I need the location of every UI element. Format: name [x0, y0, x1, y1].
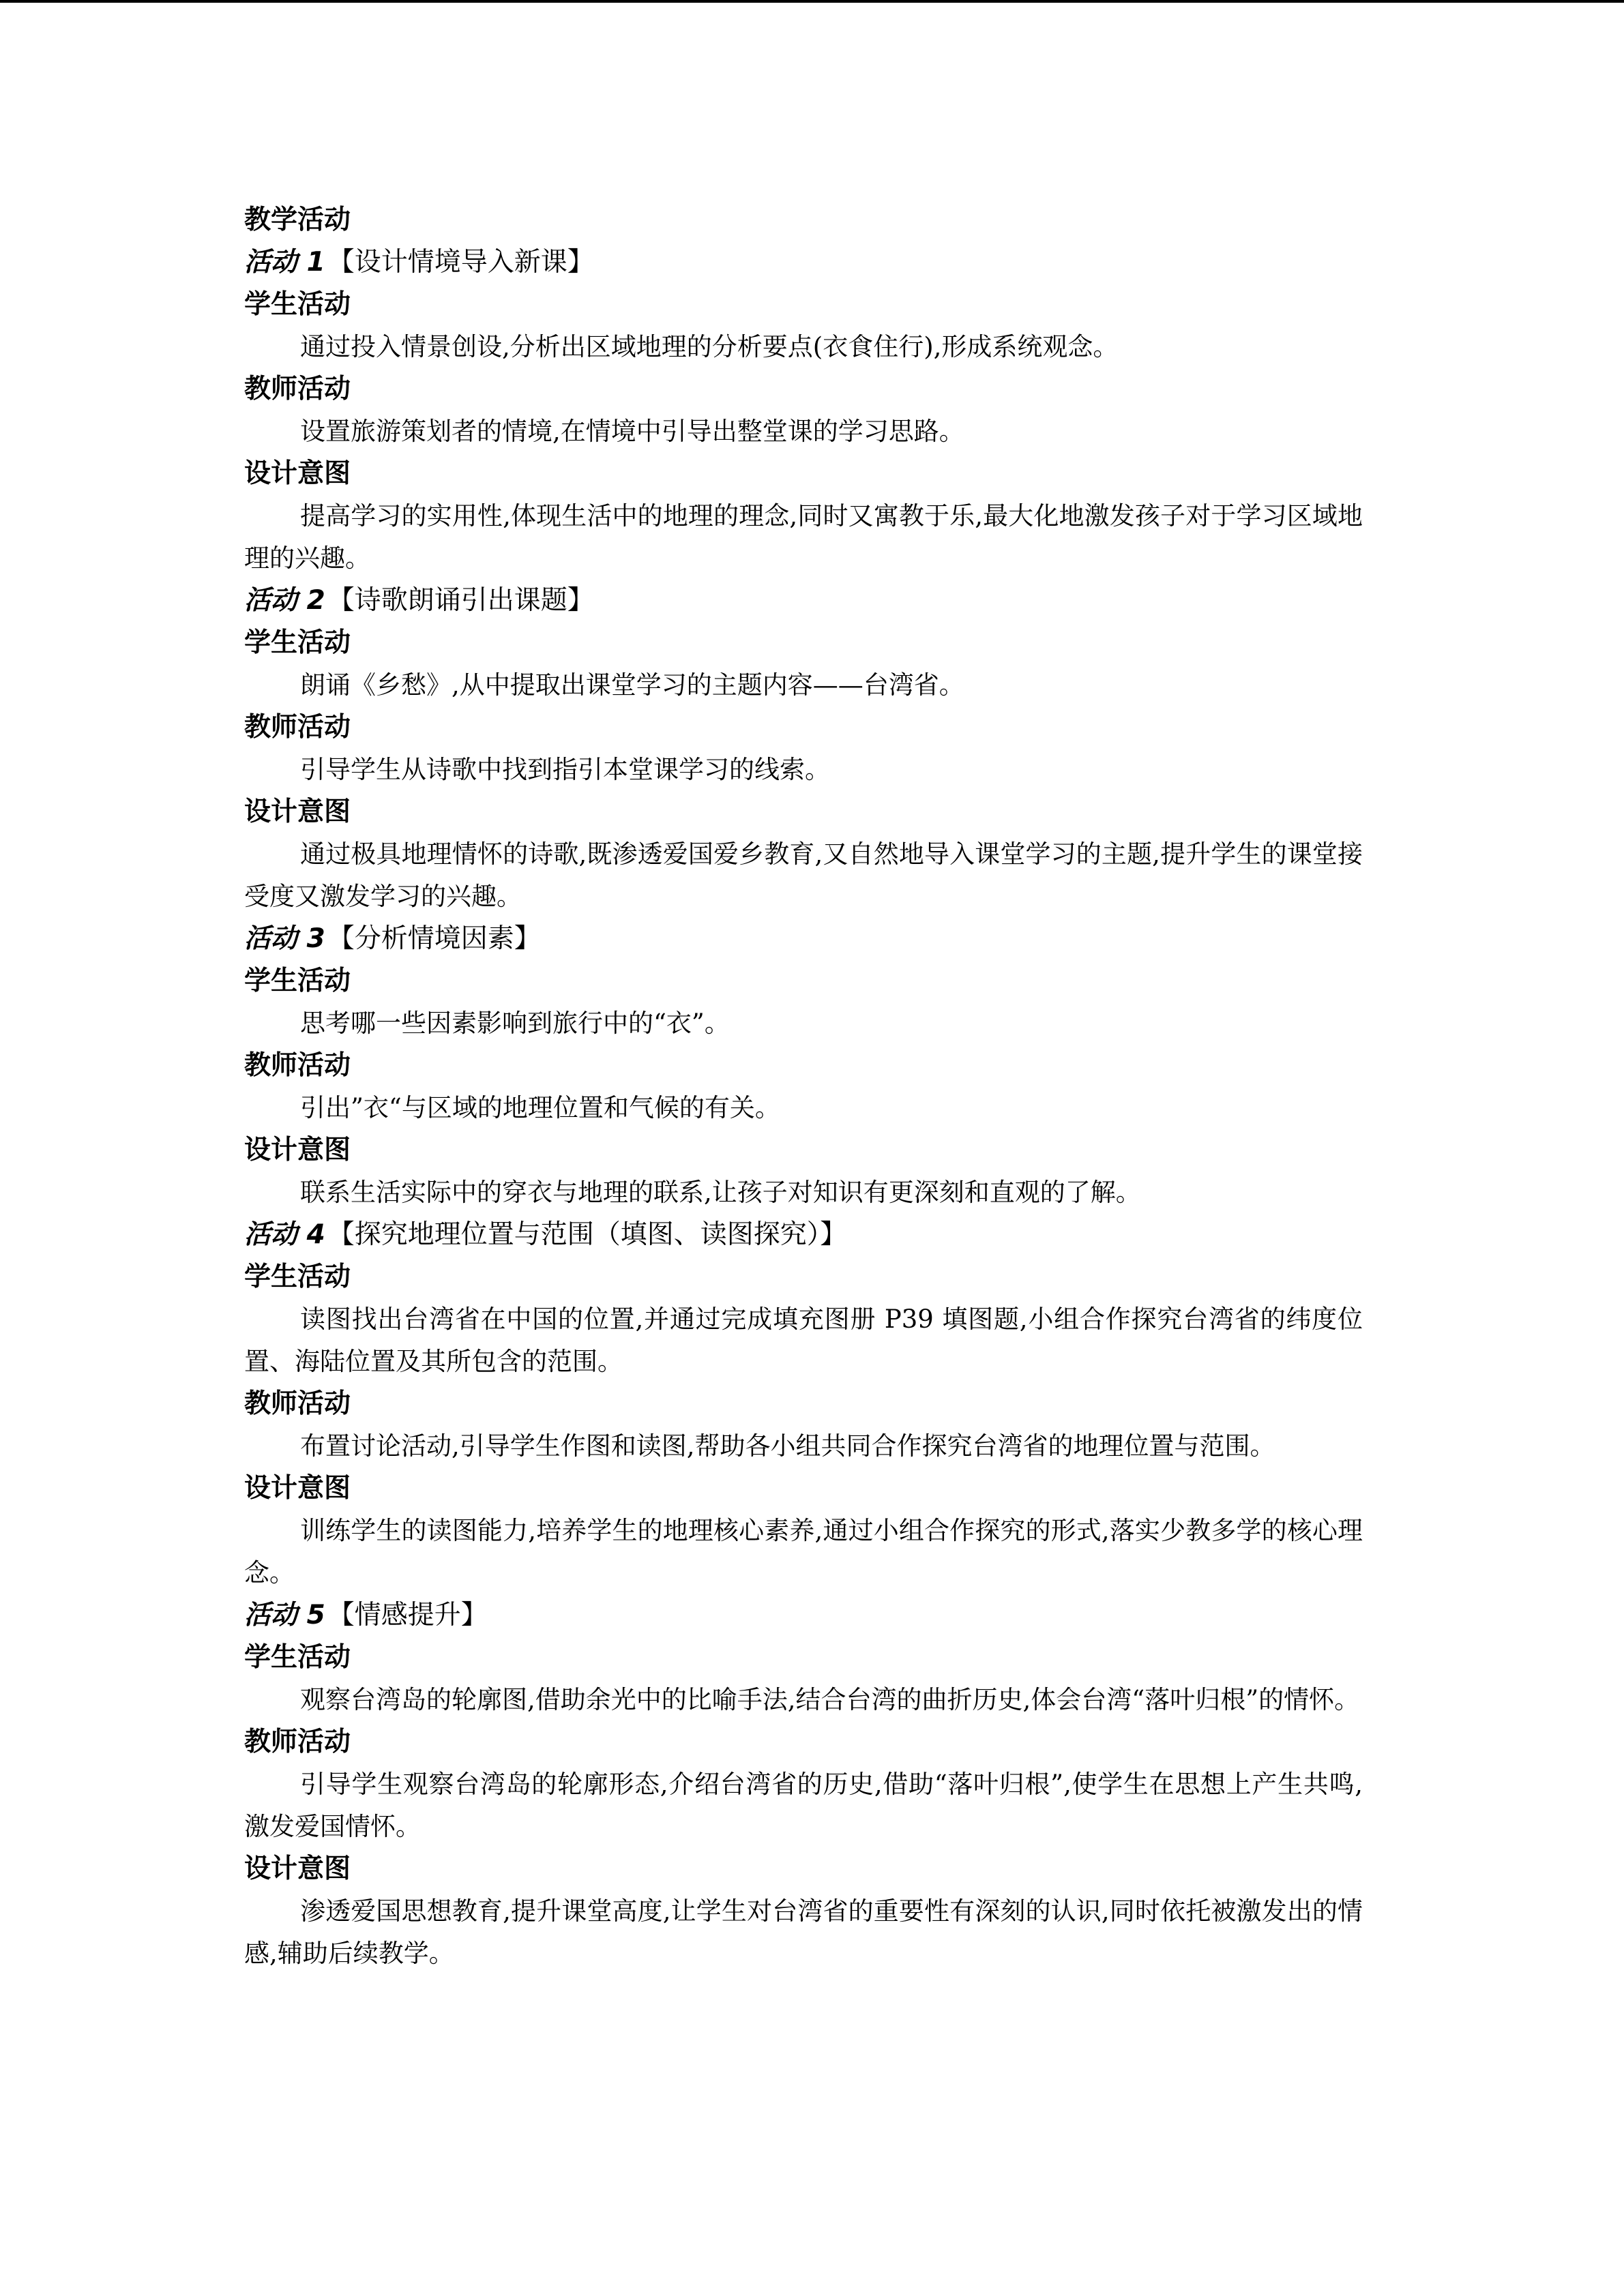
design-intent-text: 通过极具地理情怀的诗歌,既渗透爱国爱乡教育,又自然地导入课堂学习的主题,提升学生的课堂接受度又激发学习的兴趣。 [244, 839, 1363, 911]
student-activity-text: 朗诵《乡愁》,从中提取出课堂学习的主题内容——台湾省。 [300, 670, 964, 700]
design-intent-label: 设计意图 [244, 1853, 351, 1884]
student-activity-text: 观察台湾岛的轮廓图,借助余光中的比喻手法,结合台湾的曲折历史,体会台湾“落叶归根”的情怀。 [300, 1685, 1360, 1714]
teacher-activity-text: 设置旅游策划者的情境,在情境中引导出整堂课的学习思路。 [300, 417, 964, 446]
design-intent-label: 设计意图 [244, 1473, 351, 1504]
student-activity-text: 思考哪一些因素影响到旅行中的“衣”。 [300, 1009, 730, 1038]
activity-title [244, 1594, 1363, 1637]
document-body [244, 199, 1363, 1975]
teacher-activity-text: 引导学生从诗歌中找到指引本堂课学习的线索。 [300, 755, 830, 784]
teacher-activity-text: 引导学生观察台湾岛的轮廓形态,介绍台湾省的历史,借助“落叶归根”,使学生在思想上产生共鸣,激发爱国情怀。 [244, 1770, 1363, 1841]
activity-title [244, 918, 1363, 960]
teacher-activity-text: 布置讨论活动,引导学生作图和读图,帮助各小组共同合作探究台湾省的地理位置与范围。 [300, 1431, 1275, 1461]
design-intent-text: 训练学生的读图能力,培养学生的地理核心素养,通过小组合作探究的形式,落实少教多学的核心理念。 [244, 1516, 1363, 1587]
student-activity-label: 学生活动 [244, 966, 351, 996]
design-intent-text: 联系生活实际中的穿衣与地理的联系,让孩子对知识有更深刻和直观的了解。 [300, 1178, 1141, 1207]
teacher-activity-text: 引出”衣“与区域的地理位置和气候的有关。 [300, 1093, 780, 1122]
student-activity-text: 通过投入情景创设,分析出区域地理的分析要点(衣食住行),形成系统观念。 [300, 332, 1119, 361]
section-title: 教学活动 [244, 205, 351, 235]
teacher-activity-label: 教师活动 [244, 374, 351, 404]
activity-name: 【探究地理位置与范围（填图、读图探究）】 [327, 1219, 847, 1250]
student-activity-label: 学生活动 [244, 1642, 351, 1673]
activity-name: 【诗歌朗诵引出课题】 [327, 585, 594, 616]
design-intent-label: 设计意图 [244, 458, 351, 489]
teacher-activity-label: 教师活动 [244, 1727, 351, 1757]
activity-name: 【情感提升】 [327, 1600, 488, 1630]
activity-title [244, 241, 1363, 284]
teacher-activity-label: 教师活动 [244, 1388, 351, 1419]
activity-name: 【设计情境导入新课】 [327, 247, 594, 278]
activity-title [244, 1214, 1363, 1256]
teacher-activity-label: 教师活动 [244, 1050, 351, 1081]
activity-number: 活动 5 [244, 1600, 325, 1630]
activity-block [244, 1594, 1363, 1975]
activity-name: 【分析情境因素】 [327, 923, 541, 954]
activity-title [244, 580, 1363, 622]
activity-number: 活动 2 [244, 585, 325, 616]
student-activity-label: 学生活动 [244, 1262, 351, 1292]
student-activity-label: 学生活动 [244, 289, 351, 320]
design-intent-label: 设计意图 [244, 796, 351, 827]
activity-block [244, 1214, 1363, 1594]
activity-block [244, 580, 1363, 918]
student-activity-label: 学生活动 [244, 627, 351, 658]
student-activity-text: 读图找出台湾省在中国的位置,并通过完成填充图册 P39 填图题,小组合作探究台湾省的纬度位置、海陆位置及其所包含的范围。 [244, 1304, 1363, 1376]
design-intent-label: 设计意图 [244, 1135, 351, 1165]
teacher-activity-label: 教师活动 [244, 712, 351, 743]
activity-number: 活动 1 [244, 247, 325, 278]
design-intent-text: 提高学习的实用性,体现生活中的地理的理念,同时又寓教于乐,最大化地激发孩子对于学习区域地理的兴趣。 [244, 501, 1363, 573]
activity-number: 活动 4 [244, 1219, 325, 1250]
activity-number: 活动 3 [244, 923, 325, 954]
page-top-border [0, 0, 1624, 3]
activity-block [244, 241, 1363, 580]
design-intent-text: 渗透爱国思想教育,提升课堂高度,让学生对台湾省的重要性有深刻的认识,同时依托被激发出的情感,辅助后续教学。 [244, 1896, 1363, 1968]
activity-block [244, 918, 1363, 1214]
